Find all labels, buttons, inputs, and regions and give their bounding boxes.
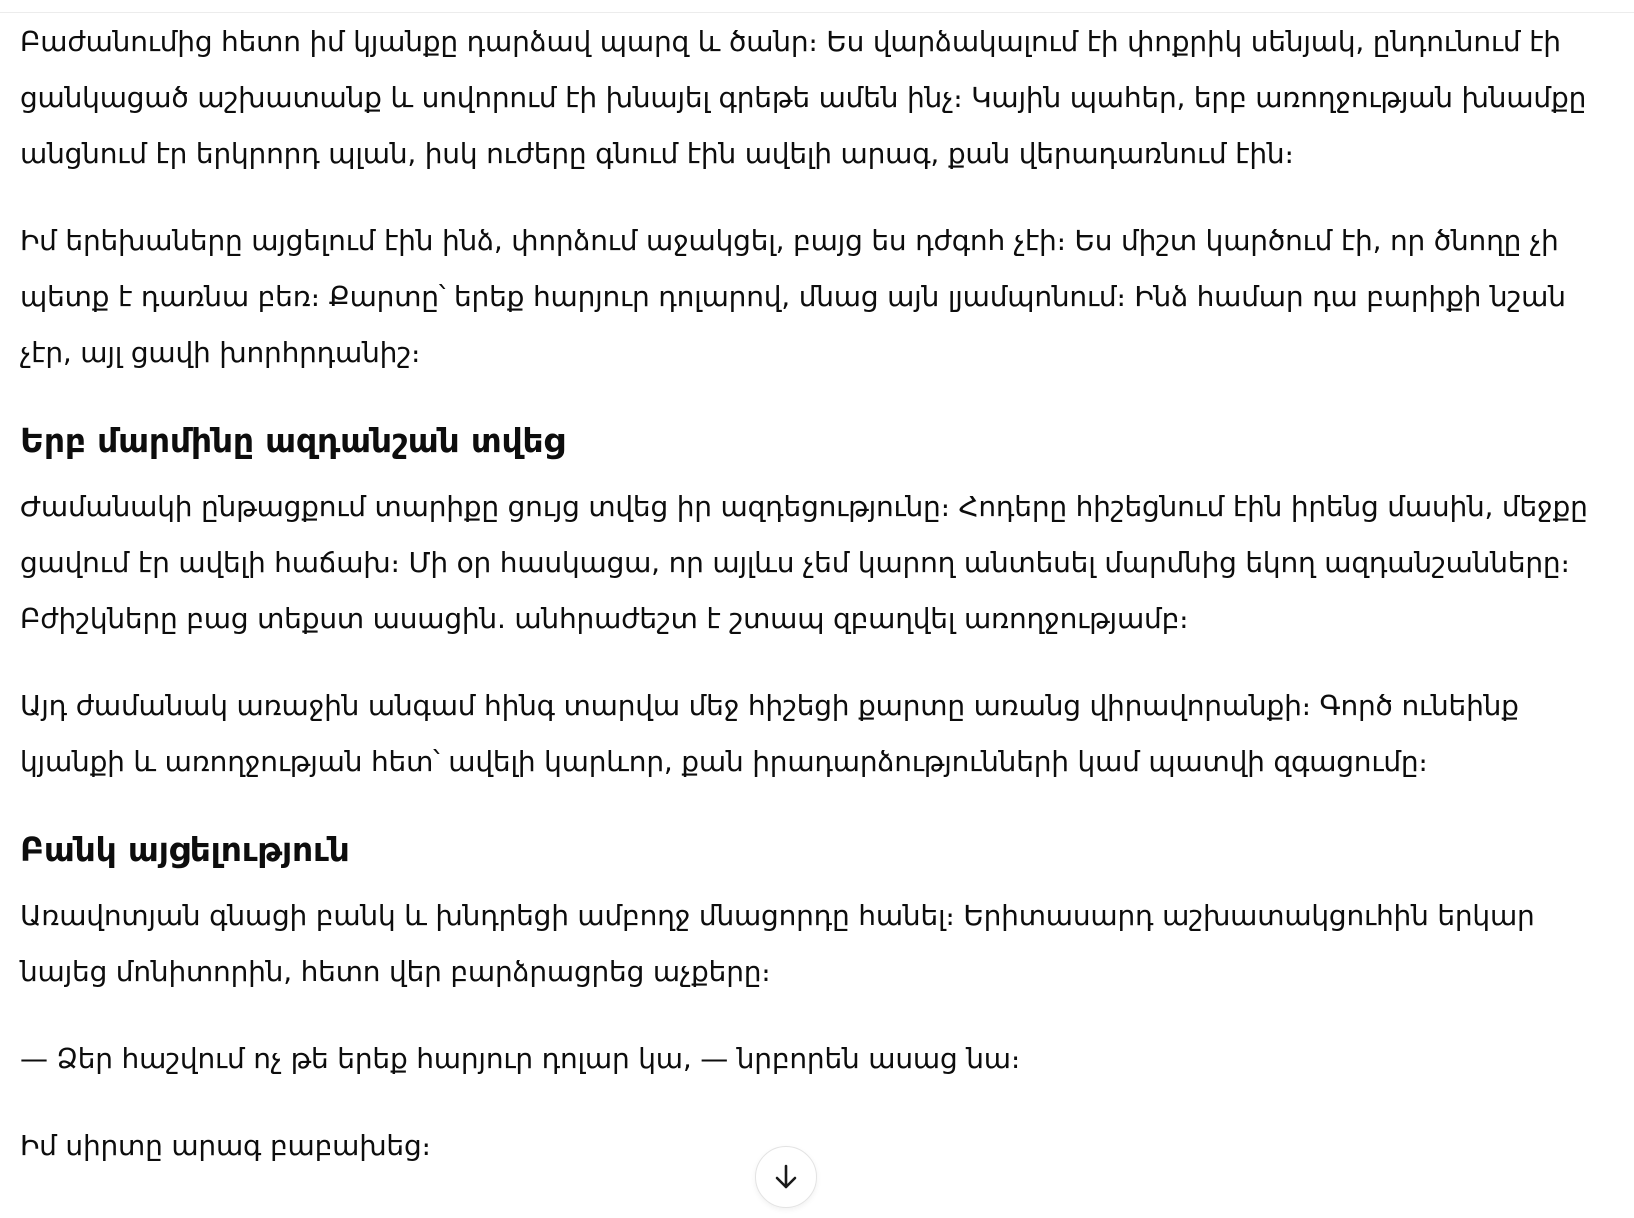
paragraph: Բաժանումից հետո իմ կյանքը դարձավ պարզ և ծանր։ Ես վարձակալում էի փոքրիկ սենյակ, ընդունում էի ցանկացած աշխատանք և սովորում էի խնայել գրեթե ամեն ինչ։ Կային պահեր, երբ առողջության խնամքը անցնում էր երկրորդ պլան, իսկ ուժերը գնում էին ավելի արագ, քան վերադառնում էին։ [20,25,1587,170]
paragraph: Այդ ժամանակ առաջին անգամ հինգ տարվա մեջ հիշեցի քարտը առանց վիրավորանքի։ Գործ ունեինք կյանքի և առողջության հետ՝ ավելի կարևոր, քան իրադարձությունների կամ պատվի զգացումը։ [20,689,1519,778]
section-heading: Երբ մարմինը ազդանշան տվեց [20,421,565,460]
article-content [20,14,1610,1174]
section-heading: Բանկ այցելություն [20,830,350,869]
paragraph: — Ձեր հաշվում ոչ թե երեք հարյուր դոլար կա, — նրբորեն ասաց նա։ [20,1042,1021,1075]
paragraph: Իմ երեխաները այցելում էին ինձ, փորձում աջակցել, բայց ես դժգոհ չէի։ Ես միշտ կարծում էի, որ ծնողը չի պետք է դառնա բեռ։ Քարտը՝ երեք հարյուր դոլարով, մնաց այն լյամպոնում։ Ինձ համար դա բարիքի նշան չէր, այլ ցավի խորհրդանիշ։ [20,224,1566,369]
paragraph: Ժամանակի ընթացքում տարիքը ցույց տվեց իր ազդեցությունը։ Հոդերը հիշեցնում էին իրենց մասին, մեջքը ցավում էր ավելի հաճախ։ Մի օր հասկացա, որ այլևս չեմ կարող անտեսել մարմնից եկող ազդանշանները։ Բժիշկները բաց տեքստ ասացին. անհրաժեշտ է շտապ զբաղվել առողջությամբ։ [20,490,1588,635]
arrow-down-icon [771,1162,801,1192]
paragraph: Իմ սիրտը արագ բաբախեց։ [20,1129,431,1162]
paragraph: Առավոտյան գնացի բանկ և խնդրեցի ամբողջ մնացորդը հանել։ Երիտասարդ աշխատակցուհին երկար նայեց մոնիտորին, հետո վեր բարձրացրեց աչքերը։ [20,899,1535,988]
scroll-to-bottom-button[interactable] [755,1146,817,1208]
top-divider [0,0,1634,13]
